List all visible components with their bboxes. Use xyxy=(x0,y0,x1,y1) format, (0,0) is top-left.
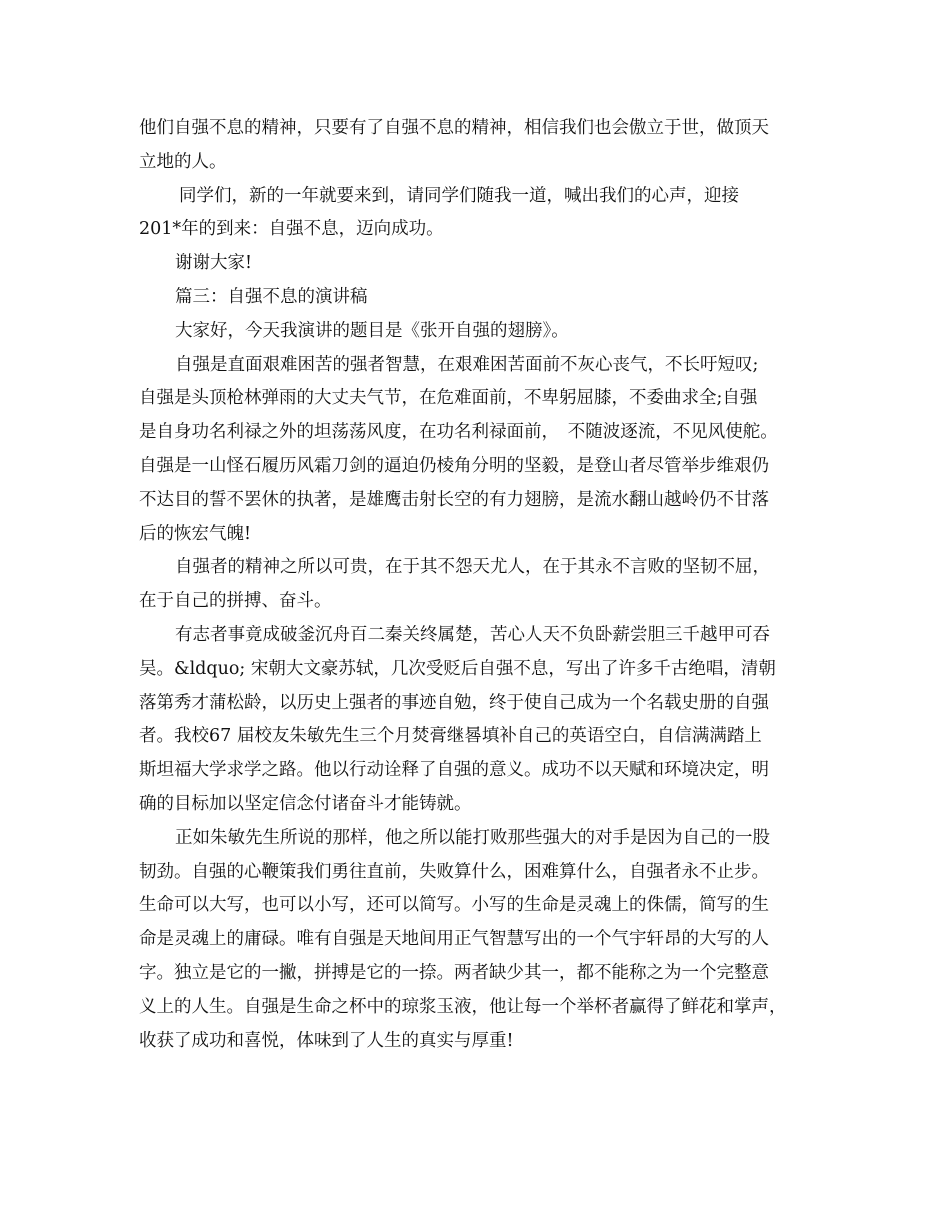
text-line: 是自身功名利禄之外的坦荡荡风度，在功名利禄面前， 不随波逐流，不见风使舵。 xyxy=(139,422,778,443)
text-line: 自强是一山怪石履历风霜刀剑的逼迫仍棱角分明的坚毅，是登山者尽管举步维艰仍 xyxy=(139,455,769,476)
text-line: 自强者的精神之所以可贵，在于其不怨天尤人，在于其永不言败的坚韧不屈， xyxy=(175,557,770,578)
text-line: 在于自己的拼搏、奋斗。 xyxy=(139,591,332,612)
text-line: 确的目标加以坚定信念付诸奋斗才能铸就。 xyxy=(139,793,472,814)
text-line: 有志者事竟成破釜沉舟百二秦关终属楚，苦心人天不负卧薪尝胆三千越甲可吞 xyxy=(175,624,770,645)
text-line: 自强是直面艰难困苦的强者智慧，在艰难困苦面前不灰心丧气，不长吁短叹; xyxy=(175,354,759,375)
text-line: 生命可以大写，也可以小写，还可以简写。小写的生命是灵魂上的侏儒，简写的生 xyxy=(139,895,769,916)
text-line: 自强是头顶枪林弹雨的大丈夫气节，在危难面前，不卑躬屈膝，不委曲求全;自强 xyxy=(139,388,758,409)
text-line: 者。我校67 届校友朱敏先生三个月焚膏继晷填补自己的英语空白，自信满满踏上 xyxy=(139,726,762,747)
text-line: 韧劲。自强的心鞭策我们勇往直前，失败算什么，困难算什么，自强者永不止步。 xyxy=(139,861,769,882)
text-line: 落第秀才蒲松龄，以历史上强者的事迹自勉，终于使自己成为一个名载史册的自强 xyxy=(139,692,769,713)
document-body xyxy=(139,112,819,1058)
text-line: 正如朱敏先生所说的那样，他之所以能打败那些强大的对手是因为自己的一股 xyxy=(175,827,770,848)
text-line: 义上的人生。自强是生命之杯中的琼浆玉液，他让每一个举杯者赢得了鲜花和掌声， xyxy=(139,996,787,1017)
text-line: 同学们，新的一年就要来到，请同学们随我一道，喊出我们的心声，迎接 xyxy=(179,185,739,206)
text-line: 吴。&ldquo; 宋朝大文豪苏轼，几次受贬后自强不息，写出了许多千古绝唱，清朝 xyxy=(139,658,776,679)
text-line: 字。独立是它的一撇，拼搏是它的一捺。两者缺少其一，都不能称之为一个完整意 xyxy=(139,962,769,983)
text-line: 201*年的到来：自强不息，迈向成功。 xyxy=(139,219,444,240)
text-line: 立地的人。 xyxy=(139,151,227,172)
text-line: 他们自强不息的精神，只要有了自强不息的精神，相信我们也会傲立于世，做顶天 xyxy=(139,118,769,138)
text-line: 后的恢宏气魄! xyxy=(139,523,252,544)
text-line: 命是灵魂上的庸碌。唯有自强是天地间用正气智慧写出的一个气宇轩昂的大写的人 xyxy=(139,929,769,950)
text-line: 不达目的誓不罢休的执著，是雄鹰击射长空的有力翅膀，是流水翻山越岭仍不甘落 xyxy=(139,489,769,510)
text-line: 大家好，今天我演讲的题目是《张开自强的翅膀》。 xyxy=(175,320,569,341)
section-heading: 篇三：自强不息的演讲稿 xyxy=(175,286,368,307)
text-line: 收获了成功和喜悦，体味到了人生的真实与厚重! xyxy=(139,1030,514,1051)
text-line: 谢谢大家! xyxy=(175,253,253,274)
text-line: 斯坦福大学求学之路。他以行动诠释了自强的意义。成功不以天赋和环境决定，明 xyxy=(139,760,769,781)
